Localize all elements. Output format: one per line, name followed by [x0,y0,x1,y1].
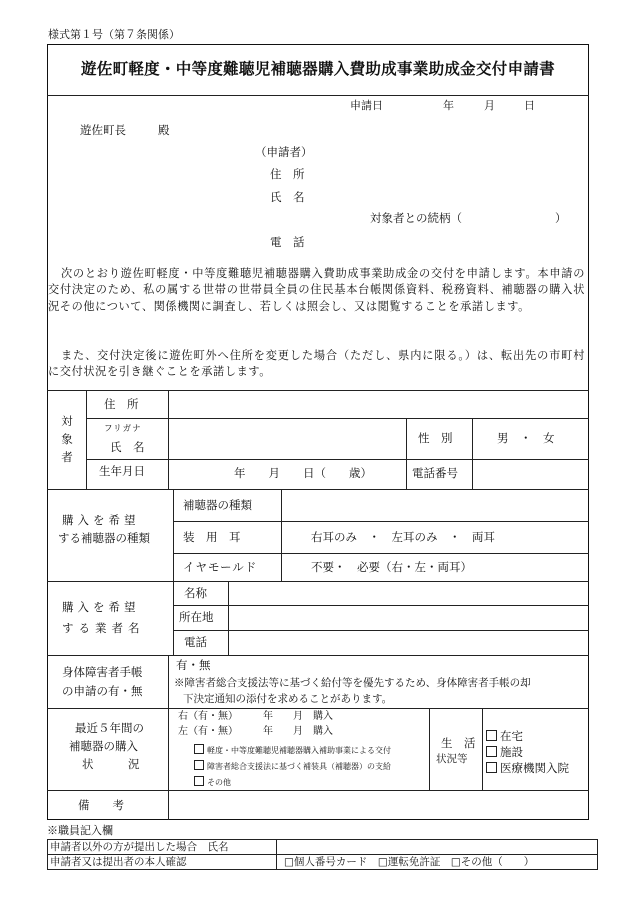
device-type-input[interactable] [282,490,588,520]
staff-row1-label: 申請者以外の方が提出した場合 氏名 [50,841,229,853]
checkbox-icon [194,760,204,770]
applicant-heading: （申請者） [255,145,313,159]
subject-section-label: 対象者 [61,414,73,464]
living-option-hospital[interactable]: 医療機関入院 [486,762,569,775]
history-left-row[interactable]: 左（有・無） 年 月 購入 [178,726,333,737]
handbook-note-2: 下決定通知の添付を求めることがあります。 [183,693,393,705]
remarks-label: 備 考 [78,798,124,812]
vendor-section-label-1: 購入を希望 [62,600,140,614]
dob-label: 生年月日 [99,464,145,478]
history-right-row[interactable]: 右（有・無） 年 月 購入 [178,711,333,722]
ear-label: 装 用 耳 [183,530,241,544]
history-option-3[interactable]: その他 [194,776,231,787]
subject-name-label: 氏 名 [110,440,145,454]
checkbox-icon [486,730,497,741]
applicant-address-label: 住 所 [270,167,305,181]
history-label-2: 補聴器の購入 [69,739,138,753]
earmold-options[interactable]: 不要・ 必要（右・左・両耳） [311,560,472,574]
checkbox-icon [486,746,497,757]
handbook-value[interactable]: 有・無 [176,658,211,672]
transfer-paragraph: また、交付決定後に遊佐町外へ住所を変更した場合（ただし、県内に限る。）は、転出先の市町村に交付状況を引き継ぐことを承諾します。 [48,349,585,379]
applicant-name-label: 氏 名 [270,190,305,204]
handbook-note-1: ※障害者総合支援法等に基づく給付等を優先するため、身体障害者手帳の却 [174,677,531,689]
staff-row2-label: 申請者又は提出者の本人確認 [50,856,187,868]
date-day[interactable]: 日 [524,99,535,112]
title-divider [47,95,589,96]
history-option-2[interactable]: 障害者総合支援法に基づく補装具（補聴器）の支給 [194,760,391,771]
relation-close: ） [555,211,567,225]
vendor-phone-label: 電話 [184,635,207,649]
dob-value[interactable]: 年 月 日（ 歳） [234,466,372,480]
sex-label: 性 別 [418,431,453,445]
handbook-label-1: 身体障害者手帳 [62,665,143,679]
vendor-phone-input[interactable] [229,631,588,654]
sex-options[interactable]: 男 ・ 女 [497,431,555,445]
honorific: 殿 [158,123,170,137]
vendor-location-input[interactable] [229,606,588,629]
history-label-1: 最近５年間の [75,721,144,735]
ear-options[interactable]: 右耳のみ ・ 左耳のみ ・ 両耳 [311,530,495,544]
page-title: 遊佐町軽度・中等度難聴児補聴器購入費助成事業助成金交付申請書 [80,59,555,78]
checkbox-icon [486,762,497,773]
earmold-label: イヤモールド [183,560,258,574]
consent-paragraph: 次のとおり遊佐町軽度・中等度難聴児補聴器購入費助成事業助成金の交付を申請します。本申請の交付決定のため、私の属する世帯の世帯員全員の住民基本台帳関係資料、税務資料、補聴器の購入状況その他について、関係機関に調査し、若しくは照会し、又は閲覧することを承諾します。 [48,267,585,313]
living-label-1: 生 活 [441,736,476,750]
checkbox-icon [194,776,204,786]
id-check-options[interactable]: □個人番号カード □運転免許証 □その他（ ） [284,856,535,868]
date-label: 申請日 [350,99,383,112]
device-section-label-1: 購入を希望 [62,513,140,527]
vendor-name-input[interactable] [229,582,588,604]
submitter-name-input[interactable] [277,840,597,853]
device-type-label: 補聴器の種類 [183,498,252,512]
addressee: 遊佐町長 [80,123,126,137]
furigana-label: フリガナ [104,424,142,434]
handbook-label-2: の申請の有・無 [62,684,143,698]
checkbox-icon [194,744,204,754]
device-section-label-2: する補聴器の種類 [58,531,150,545]
subject-address-label: 住 所 [104,397,139,411]
history-option-1[interactable]: 軽度・中等度難聴児補聴器購入補助事業による交付 [194,744,391,755]
history-label-3: 状 況 [82,757,140,771]
staff-heading: ※職員記入欄 [47,824,113,837]
living-option-home[interactable]: 在宅 [486,730,523,743]
relation-label: 対象者との続柄（ [370,211,462,225]
subject-name-input[interactable] [169,419,405,458]
subject-phone-input[interactable] [473,460,588,488]
subject-address-input[interactable] [169,391,588,417]
form-number: 様式第１号（第７条関係） [48,28,180,41]
vendor-location-label: 所在地 [179,610,214,624]
applicant-phone-label: 電 話 [270,235,305,249]
living-label-2: 状況等 [436,753,468,765]
vendor-section-label-2: する業者名 [62,621,145,635]
living-option-facility[interactable]: 施設 [486,746,523,759]
date-year[interactable]: 年 [443,99,454,112]
date-month[interactable]: 月 [484,99,495,112]
vendor-name-label: 名称 [184,586,207,600]
subject-phone-label: 電話番号 [412,466,458,480]
remarks-input[interactable] [169,791,588,819]
